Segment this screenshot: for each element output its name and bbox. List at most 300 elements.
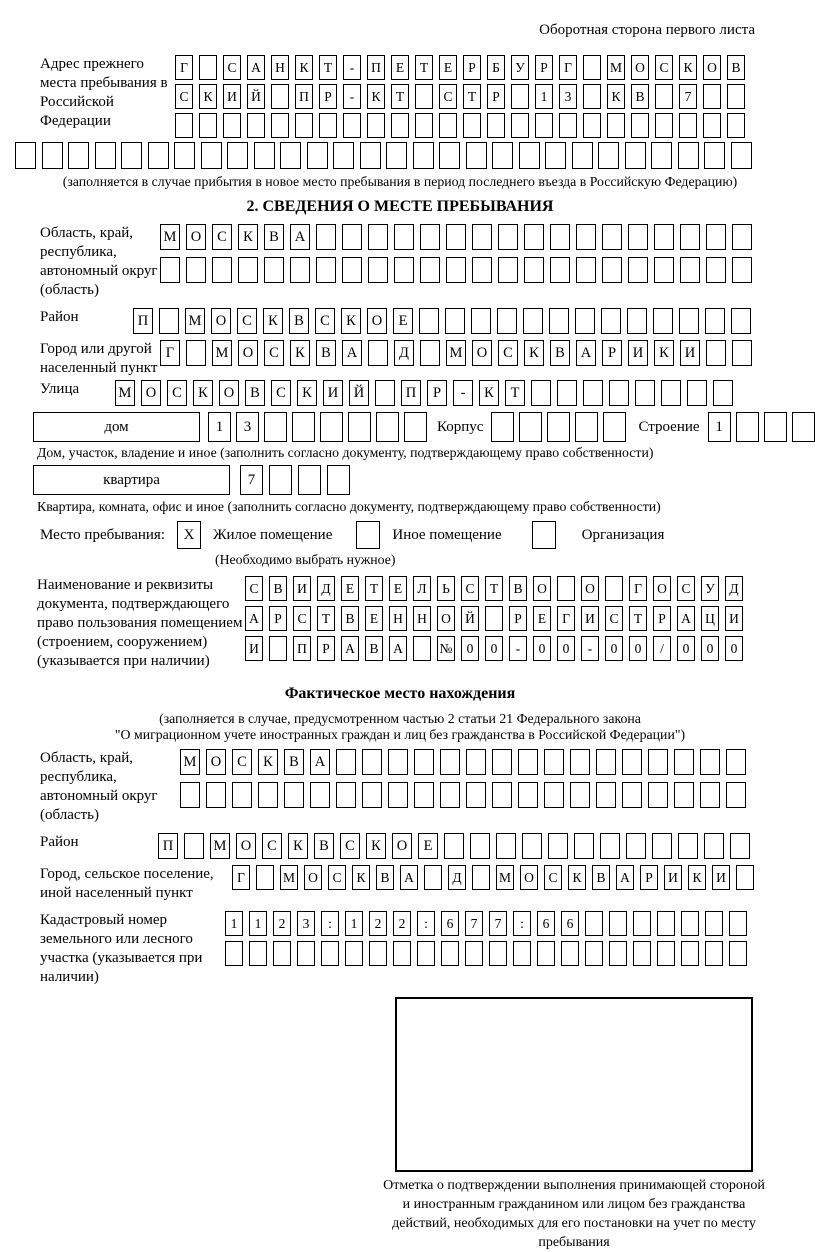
char-cell[interactable]: И <box>323 380 343 406</box>
char-cell[interactable]: 7 <box>465 911 483 936</box>
char-cell[interactable]: И <box>680 340 700 366</box>
char-cell[interactable]: Т <box>415 55 433 80</box>
char-cell[interactable] <box>703 113 721 138</box>
char-cell[interactable] <box>547 412 570 442</box>
char-cell[interactable]: К <box>479 380 499 406</box>
char-cell[interactable]: К <box>367 84 385 109</box>
char-cell[interactable] <box>258 782 278 808</box>
char-cell[interactable] <box>678 142 699 169</box>
char-cell[interactable] <box>700 749 720 775</box>
char-cell[interactable]: К <box>297 380 317 406</box>
char-cell[interactable] <box>333 142 354 169</box>
char-cell[interactable]: Р <box>602 340 622 366</box>
char-cell[interactable] <box>648 749 668 775</box>
char-cell[interactable]: И <box>581 606 599 631</box>
char-cell[interactable] <box>375 380 395 406</box>
char-cell[interactable]: В <box>376 865 394 890</box>
char-cell[interactable]: 6 <box>537 911 555 936</box>
char-cell[interactable] <box>583 380 603 406</box>
char-cell[interactable]: 0 <box>533 636 551 661</box>
char-cell[interactable] <box>726 782 746 808</box>
char-cell[interactable] <box>249 941 267 966</box>
char-cell[interactable]: И <box>245 636 263 661</box>
char-cell[interactable] <box>518 782 538 808</box>
char-cell[interactable] <box>223 113 241 138</box>
char-cell[interactable] <box>440 782 460 808</box>
char-cell[interactable]: К <box>352 865 370 890</box>
char-cell[interactable]: 1 <box>249 911 267 936</box>
char-cell[interactable] <box>320 412 343 442</box>
char-cell[interactable] <box>316 257 336 283</box>
char-cell[interactable] <box>570 782 590 808</box>
char-cell[interactable]: О <box>437 606 455 631</box>
char-cell[interactable]: М <box>180 749 200 775</box>
char-cell[interactable] <box>549 308 569 334</box>
char-cell[interactable]: М <box>496 865 514 890</box>
char-cell[interactable]: № <box>437 636 455 661</box>
char-cell[interactable] <box>574 833 594 859</box>
char-cell[interactable] <box>184 833 204 859</box>
char-cell[interactable] <box>680 224 700 250</box>
char-cell[interactable]: О <box>631 55 649 80</box>
char-cell[interactable]: К <box>688 865 706 890</box>
char-cell[interactable]: В <box>289 308 309 334</box>
char-cell[interactable] <box>631 113 649 138</box>
char-cell[interactable] <box>706 257 726 283</box>
char-cell[interactable] <box>535 113 553 138</box>
char-cell[interactable] <box>439 113 457 138</box>
char-cell[interactable] <box>414 782 434 808</box>
char-cell[interactable] <box>368 224 388 250</box>
char-cell[interactable]: Е <box>391 55 409 80</box>
char-cell[interactable] <box>705 941 723 966</box>
char-cell[interactable] <box>633 941 651 966</box>
char-cell[interactable]: О <box>367 308 387 334</box>
char-cell[interactable] <box>583 84 601 109</box>
char-cell[interactable] <box>472 257 492 283</box>
char-cell[interactable] <box>681 941 699 966</box>
char-cell[interactable]: Е <box>393 308 413 334</box>
char-cell[interactable] <box>472 865 490 890</box>
char-cell[interactable]: В <box>341 606 359 631</box>
char-cell[interactable]: С <box>340 833 360 859</box>
char-cell[interactable] <box>336 782 356 808</box>
char-cell[interactable] <box>201 142 222 169</box>
char-cell[interactable] <box>609 911 627 936</box>
char-cell[interactable] <box>497 308 517 334</box>
char-cell[interactable] <box>732 340 752 366</box>
char-cell[interactable]: 7 <box>489 911 507 936</box>
char-cell[interactable]: А <box>389 636 407 661</box>
char-cell[interactable] <box>471 308 491 334</box>
char-cell[interactable]: 3 <box>236 412 259 442</box>
char-cell[interactable] <box>15 142 36 169</box>
char-cell[interactable]: А <box>247 55 265 80</box>
char-cell[interactable] <box>511 113 529 138</box>
char-cell[interactable]: К <box>366 833 386 859</box>
char-cell[interactable]: 0 <box>701 636 719 661</box>
char-cell[interactable]: / <box>653 636 671 661</box>
char-cell[interactable] <box>254 142 275 169</box>
char-cell[interactable]: В <box>264 224 284 250</box>
char-cell[interactable]: М <box>185 308 205 334</box>
char-cell[interactable] <box>492 782 512 808</box>
char-cell[interactable] <box>727 84 745 109</box>
char-cell[interactable]: О <box>141 380 161 406</box>
char-cell[interactable]: 2 <box>393 911 411 936</box>
checkbox-organizaciya[interactable] <box>532 521 556 549</box>
char-cell[interactable] <box>472 224 492 250</box>
char-cell[interactable] <box>227 142 248 169</box>
char-cell[interactable]: 6 <box>561 911 579 936</box>
char-cell[interactable]: 1 <box>225 911 243 936</box>
apartment-box[interactable]: квартира <box>33 465 230 495</box>
char-cell[interactable] <box>160 257 180 283</box>
char-cell[interactable]: П <box>293 636 311 661</box>
char-cell[interactable] <box>598 142 619 169</box>
char-cell[interactable] <box>537 941 555 966</box>
char-cell[interactable] <box>513 941 531 966</box>
char-cell[interactable] <box>316 224 336 250</box>
char-cell[interactable]: 1 <box>208 412 231 442</box>
char-cell[interactable] <box>424 865 442 890</box>
char-cell[interactable] <box>466 142 487 169</box>
char-cell[interactable] <box>68 142 89 169</box>
char-cell[interactable]: И <box>293 576 311 601</box>
char-cell[interactable] <box>394 257 414 283</box>
char-cell[interactable]: О <box>211 308 231 334</box>
char-cell[interactable]: К <box>341 308 361 334</box>
char-cell[interactable] <box>531 380 551 406</box>
char-cell[interactable]: К <box>290 340 310 366</box>
char-cell[interactable] <box>415 84 433 109</box>
char-cell[interactable] <box>705 911 723 936</box>
char-cell[interactable]: 1 <box>535 84 553 109</box>
char-cell[interactable] <box>519 412 542 442</box>
char-cell[interactable]: М <box>280 865 298 890</box>
char-cell[interactable] <box>368 340 388 366</box>
char-cell[interactable] <box>732 257 752 283</box>
char-cell[interactable] <box>470 833 490 859</box>
char-cell[interactable] <box>491 412 514 442</box>
char-cell[interactable] <box>654 224 674 250</box>
char-cell[interactable] <box>602 224 622 250</box>
char-cell[interactable] <box>559 113 577 138</box>
char-cell[interactable]: С <box>264 340 284 366</box>
char-cell[interactable] <box>496 833 516 859</box>
char-cell[interactable] <box>633 911 651 936</box>
char-cell[interactable] <box>652 833 672 859</box>
char-cell[interactable]: С <box>293 606 311 631</box>
char-cell[interactable]: Ц <box>701 606 719 631</box>
char-cell[interactable] <box>557 380 577 406</box>
char-cell[interactable] <box>463 113 481 138</box>
char-cell[interactable] <box>764 412 787 442</box>
char-cell[interactable]: С <box>439 84 457 109</box>
char-cell[interactable] <box>511 84 529 109</box>
char-cell[interactable]: В <box>365 636 383 661</box>
char-cell[interactable] <box>596 749 616 775</box>
char-cell[interactable]: А <box>400 865 418 890</box>
char-cell[interactable] <box>489 941 507 966</box>
char-cell[interactable]: А <box>342 340 362 366</box>
char-cell[interactable]: О <box>520 865 538 890</box>
char-cell[interactable]: Т <box>319 55 337 80</box>
char-cell[interactable]: - <box>343 55 361 80</box>
char-cell[interactable] <box>420 224 440 250</box>
char-cell[interactable] <box>585 941 603 966</box>
char-cell[interactable] <box>603 412 626 442</box>
char-cell[interactable]: Д <box>725 576 743 601</box>
char-cell[interactable]: Т <box>365 576 383 601</box>
char-cell[interactable]: Р <box>509 606 527 631</box>
char-cell[interactable]: Й <box>349 380 369 406</box>
char-cell[interactable]: 0 <box>557 636 575 661</box>
char-cell[interactable] <box>625 142 646 169</box>
char-cell[interactable]: М <box>160 224 180 250</box>
char-cell[interactable]: 0 <box>605 636 623 661</box>
char-cell[interactable]: О <box>206 749 226 775</box>
char-cell[interactable] <box>609 941 627 966</box>
char-cell[interactable]: И <box>712 865 730 890</box>
char-cell[interactable] <box>444 833 464 859</box>
char-cell[interactable] <box>386 142 407 169</box>
char-cell[interactable]: В <box>550 340 570 366</box>
checkbox-zhiloe[interactable]: X <box>177 521 201 549</box>
char-cell[interactable] <box>466 749 486 775</box>
char-cell[interactable] <box>706 340 726 366</box>
char-cell[interactable] <box>42 142 63 169</box>
char-cell[interactable]: Р <box>535 55 553 80</box>
char-cell[interactable]: А <box>290 224 310 250</box>
char-cell[interactable]: М <box>607 55 625 80</box>
char-cell[interactable] <box>583 113 601 138</box>
char-cell[interactable] <box>415 113 433 138</box>
char-cell[interactable]: - <box>581 636 599 661</box>
char-cell[interactable] <box>524 257 544 283</box>
char-cell[interactable]: Д <box>394 340 414 366</box>
char-cell[interactable] <box>550 257 570 283</box>
char-cell[interactable] <box>206 782 226 808</box>
char-cell[interactable] <box>729 941 747 966</box>
char-cell[interactable] <box>628 257 648 283</box>
char-cell[interactable] <box>199 113 217 138</box>
char-cell[interactable]: И <box>664 865 682 890</box>
char-cell[interactable]: П <box>401 380 421 406</box>
char-cell[interactable] <box>732 224 752 250</box>
char-cell[interactable]: О <box>653 576 671 601</box>
char-cell[interactable] <box>704 142 725 169</box>
char-cell[interactable] <box>727 113 745 138</box>
char-cell[interactable]: С <box>223 55 241 80</box>
char-cell[interactable] <box>655 113 673 138</box>
char-cell[interactable]: М <box>115 380 135 406</box>
char-cell[interactable] <box>679 113 697 138</box>
char-cell[interactable] <box>271 84 289 109</box>
char-cell[interactable]: Т <box>505 380 525 406</box>
char-cell[interactable]: - <box>343 84 361 109</box>
char-cell[interactable] <box>360 142 381 169</box>
char-cell[interactable]: Р <box>653 606 671 631</box>
char-cell[interactable] <box>736 865 754 890</box>
char-cell[interactable]: К <box>199 84 217 109</box>
char-cell[interactable] <box>264 257 284 283</box>
char-cell[interactable]: С <box>461 576 479 601</box>
char-cell[interactable] <box>657 941 675 966</box>
char-cell[interactable] <box>622 749 642 775</box>
char-cell[interactable]: Г <box>557 606 575 631</box>
char-cell[interactable] <box>648 782 668 808</box>
char-cell[interactable] <box>651 142 672 169</box>
char-cell[interactable] <box>602 257 622 283</box>
char-cell[interactable]: В <box>631 84 649 109</box>
char-cell[interactable] <box>441 941 459 966</box>
char-cell[interactable]: О <box>219 380 239 406</box>
char-cell[interactable] <box>298 465 321 495</box>
char-cell[interactable]: О <box>703 55 721 80</box>
char-cell[interactable] <box>307 142 328 169</box>
char-cell[interactable] <box>498 224 518 250</box>
char-cell[interactable] <box>336 749 356 775</box>
char-cell[interactable]: К <box>654 340 674 366</box>
char-cell[interactable] <box>413 142 434 169</box>
char-cell[interactable] <box>544 749 564 775</box>
char-cell[interactable] <box>212 257 232 283</box>
char-cell[interactable]: С <box>167 380 187 406</box>
char-cell[interactable] <box>284 782 304 808</box>
char-cell[interactable] <box>703 84 721 109</box>
char-cell[interactable] <box>420 257 440 283</box>
char-cell[interactable]: Н <box>413 606 431 631</box>
char-cell[interactable]: Р <box>427 380 447 406</box>
char-cell[interactable] <box>446 257 466 283</box>
char-cell[interactable]: Т <box>485 576 503 601</box>
char-cell[interactable]: О <box>236 833 256 859</box>
char-cell[interactable]: В <box>314 833 334 859</box>
char-cell[interactable]: Е <box>439 55 457 80</box>
char-cell[interactable] <box>199 55 217 80</box>
char-cell[interactable] <box>585 911 603 936</box>
char-cell[interactable]: Е <box>389 576 407 601</box>
char-cell[interactable] <box>420 340 440 366</box>
char-cell[interactable] <box>391 113 409 138</box>
char-cell[interactable] <box>655 84 673 109</box>
char-cell[interactable] <box>485 606 503 631</box>
char-cell[interactable]: К <box>568 865 586 890</box>
char-cell[interactable]: С <box>262 833 282 859</box>
char-cell[interactable]: Р <box>487 84 505 109</box>
char-cell[interactable]: Р <box>463 55 481 80</box>
checkbox-inoe[interactable] <box>356 521 380 549</box>
char-cell[interactable] <box>186 257 206 283</box>
char-cell[interactable]: Е <box>365 606 383 631</box>
char-cell[interactable]: Н <box>271 55 289 80</box>
char-cell[interactable]: Г <box>232 865 250 890</box>
char-cell[interactable]: С <box>271 380 291 406</box>
char-cell[interactable] <box>687 380 707 406</box>
char-cell[interactable] <box>498 257 518 283</box>
char-cell[interactable] <box>269 636 287 661</box>
char-cell[interactable]: 0 <box>629 636 647 661</box>
char-cell[interactable] <box>388 782 408 808</box>
char-cell[interactable] <box>561 941 579 966</box>
char-cell[interactable] <box>600 833 620 859</box>
char-cell[interactable] <box>678 833 698 859</box>
char-cell[interactable] <box>726 749 746 775</box>
char-cell[interactable] <box>186 340 206 366</box>
char-cell[interactable]: О <box>392 833 412 859</box>
char-cell[interactable] <box>706 224 726 250</box>
char-cell[interactable] <box>713 380 733 406</box>
char-cell[interactable]: Е <box>341 576 359 601</box>
char-cell[interactable] <box>417 941 435 966</box>
char-cell[interactable] <box>518 749 538 775</box>
char-cell[interactable]: Н <box>389 606 407 631</box>
char-cell[interactable]: 0 <box>461 636 479 661</box>
char-cell[interactable] <box>247 113 265 138</box>
char-cell[interactable]: М <box>446 340 466 366</box>
char-cell[interactable]: Д <box>317 576 335 601</box>
char-cell[interactable] <box>414 749 434 775</box>
char-cell[interactable] <box>271 113 289 138</box>
char-cell[interactable] <box>524 224 544 250</box>
char-cell[interactable]: Р <box>317 636 335 661</box>
char-cell[interactable]: С <box>498 340 518 366</box>
char-cell[interactable] <box>657 911 675 936</box>
char-cell[interactable] <box>440 749 460 775</box>
char-cell[interactable] <box>736 412 759 442</box>
char-cell[interactable] <box>465 941 483 966</box>
char-cell[interactable]: У <box>511 55 529 80</box>
char-cell[interactable] <box>319 113 337 138</box>
char-cell[interactable] <box>653 308 673 334</box>
char-cell[interactable] <box>232 782 252 808</box>
char-cell[interactable]: У <box>701 576 719 601</box>
char-cell[interactable]: Р <box>269 606 287 631</box>
char-cell[interactable]: О <box>533 576 551 601</box>
char-cell[interactable]: : <box>513 911 531 936</box>
char-cell[interactable] <box>310 782 330 808</box>
char-cell[interactable] <box>290 257 310 283</box>
char-cell[interactable] <box>679 308 699 334</box>
char-cell[interactable]: Т <box>391 84 409 109</box>
char-cell[interactable]: Л <box>413 576 431 601</box>
char-cell[interactable]: : <box>417 911 435 936</box>
char-cell[interactable]: В <box>316 340 336 366</box>
char-cell[interactable] <box>557 576 575 601</box>
char-cell[interactable]: 0 <box>725 636 743 661</box>
char-cell[interactable] <box>523 308 543 334</box>
char-cell[interactable] <box>700 782 720 808</box>
char-cell[interactable] <box>292 412 315 442</box>
char-cell[interactable] <box>362 749 382 775</box>
char-cell[interactable]: С <box>232 749 252 775</box>
char-cell[interactable]: О <box>581 576 599 601</box>
char-cell[interactable] <box>492 142 513 169</box>
char-cell[interactable]: 1 <box>708 412 731 442</box>
char-cell[interactable]: Т <box>629 606 647 631</box>
char-cell[interactable] <box>413 636 431 661</box>
char-cell[interactable]: В <box>245 380 265 406</box>
char-cell[interactable] <box>174 142 195 169</box>
char-cell[interactable]: О <box>472 340 492 366</box>
char-cell[interactable] <box>269 465 292 495</box>
char-cell[interactable] <box>681 911 699 936</box>
char-cell[interactable]: И <box>628 340 648 366</box>
char-cell[interactable] <box>321 941 339 966</box>
char-cell[interactable] <box>680 257 700 283</box>
char-cell[interactable]: А <box>341 636 359 661</box>
